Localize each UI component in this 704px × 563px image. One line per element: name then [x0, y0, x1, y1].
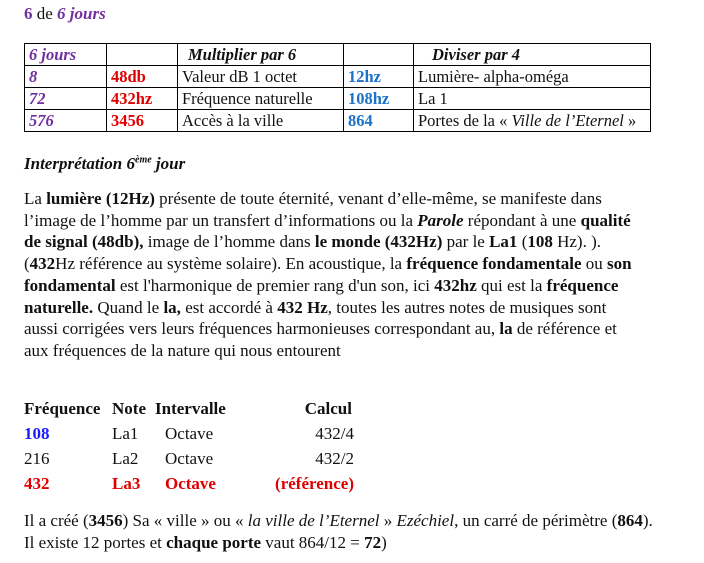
- table-cell: 3456: [107, 110, 178, 132]
- interpretation-paragraph: [24, 188, 644, 362]
- heading-label: 6 jours: [57, 4, 106, 23]
- bold-text: fréquence naturelle.: [24, 275, 619, 317]
- bold-italic-text: Parole: [417, 210, 464, 230]
- bold-text: fréquence fondamentale: [406, 254, 582, 274]
- cell-italic: Ville de l’Eternel: [511, 111, 624, 130]
- bold-text: 432: [29, 254, 56, 274]
- table-header-row: [25, 44, 651, 66]
- table-cell: La 1: [414, 88, 651, 110]
- table-cell: 576: [25, 110, 107, 132]
- text: Hz référence au système solaire). En acoustique, la: [55, 254, 407, 274]
- text: présente de toute éternité, venant d’elle-même, se manifeste dans l’image de l’homme par un transfert d’informations ou la: [24, 189, 602, 230]
- text: (: [517, 232, 528, 252]
- bold-text: la,: [163, 297, 181, 317]
- bold-text: 864: [617, 511, 643, 530]
- table-cell: 12hz: [344, 66, 414, 88]
- text: est l'harmonique de premier rang d'un son, ici: [115, 275, 435, 295]
- closing-paragraph: [24, 510, 664, 554]
- bold-text: La1: [489, 232, 518, 252]
- freq-header: Fréquence: [24, 398, 101, 418]
- table-cell: 72: [25, 88, 107, 110]
- text: ) Sa « ville » ou «: [122, 511, 248, 530]
- multiplication-table: [24, 43, 651, 132]
- text: vaut 864/12 =: [261, 533, 365, 552]
- text: Quand le: [93, 297, 164, 317]
- page-heading: [24, 4, 106, 24]
- text: est accordé à: [180, 297, 278, 317]
- interp-text-end: jour: [151, 154, 186, 173]
- freq-cell: 432/2: [315, 448, 354, 468]
- cell-text: Portes de la «: [418, 111, 512, 130]
- interp-sup: ème: [135, 154, 152, 166]
- table-cell: Fréquence naturelle: [178, 88, 344, 110]
- header-cell: 6 jours: [25, 44, 107, 66]
- freq-cell: La2: [112, 448, 139, 468]
- interpretation-title: [24, 154, 185, 174]
- freq-cell: 432/4: [315, 423, 354, 443]
- text: par le: [442, 232, 490, 252]
- text: ). Il existe 12 portes et: [24, 511, 653, 552]
- text: Hz). ). (: [24, 232, 602, 274]
- table-row: [25, 66, 651, 88]
- text: ): [381, 533, 387, 552]
- bold-text: chaque porte: [166, 533, 262, 552]
- table-cell: 48db: [107, 66, 178, 88]
- text: Il a créé (: [24, 511, 89, 530]
- bold-text: 432 Hz: [277, 297, 328, 317]
- bold-text: 72: [364, 533, 382, 552]
- table-cell: 432hz: [107, 88, 178, 110]
- text: de référence et aux fréquences de la nature qui nous entourent: [24, 319, 617, 360]
- table-row: [25, 110, 651, 132]
- freq-cell: La1: [112, 423, 139, 443]
- table-cell: Valeur dB 1 octet: [178, 66, 344, 88]
- bold-text: lumière (12Hz): [46, 189, 155, 208]
- heading-de: de: [32, 4, 58, 23]
- bold-text: 3456: [88, 511, 123, 530]
- table-cell: Accès à la ville: [178, 110, 344, 132]
- table-cell: 108hz: [344, 88, 414, 110]
- freq-cell: (référence): [275, 473, 354, 493]
- freq-cell: Octave: [165, 473, 216, 493]
- cell-text: »: [623, 111, 637, 130]
- heading-number: 6: [24, 4, 33, 23]
- freq-header-row: [24, 396, 354, 421]
- text: répondant à une: [463, 210, 581, 230]
- freq-header: Intervalle: [155, 398, 226, 418]
- table-row: [25, 88, 651, 110]
- bold-text: 108: [527, 232, 553, 252]
- text: image de l’homme dans: [143, 232, 315, 252]
- bold-text: qualité de signal (48db),: [24, 210, 631, 252]
- text: , toutes les autres notes de musiques sont aussi corrigées vers leurs fréquences harmonieuses correspondant au,: [24, 297, 607, 339]
- freq-cell: 108: [24, 423, 50, 443]
- frequency-table: [24, 396, 354, 496]
- freq-cell: Octave: [165, 423, 214, 443]
- bold-text: la: [499, 319, 513, 339]
- bold-text: 432hz: [434, 275, 477, 295]
- text: La: [24, 189, 47, 208]
- italic-text: Ezéchiel: [396, 511, 455, 530]
- text: ou: [581, 254, 608, 274]
- table-cell: 8: [25, 66, 107, 88]
- freq-cell: 432: [24, 473, 50, 493]
- text: qui est la: [476, 275, 547, 295]
- freq-cell: Octave: [165, 448, 214, 468]
- text: , un carré de périmètre (: [454, 511, 618, 530]
- header-cell: [107, 44, 178, 66]
- freq-header: Note: [112, 398, 146, 418]
- table-cell: Lumière- alpha-oméga: [414, 66, 651, 88]
- freq-cell: 216: [24, 448, 50, 468]
- header-cell: Diviser par 4: [414, 44, 651, 66]
- bold-text: le monde (432Hz): [314, 232, 443, 252]
- text: »: [379, 511, 397, 530]
- header-cell: Multiplier par 6: [178, 44, 344, 66]
- table-cell: 864: [344, 110, 414, 132]
- freq-row: [24, 471, 354, 496]
- freq-cell: La3: [112, 473, 141, 493]
- bold-text: son fondamental: [24, 254, 632, 295]
- table-cell: [414, 110, 651, 132]
- freq-row: [24, 446, 354, 471]
- interp-text: Interprétation 6: [24, 154, 135, 173]
- freq-header: Calcul: [304, 398, 352, 418]
- freq-row: [24, 421, 354, 446]
- header-cell: [344, 44, 414, 66]
- italic-text: la ville de l’Eternel: [247, 511, 380, 530]
